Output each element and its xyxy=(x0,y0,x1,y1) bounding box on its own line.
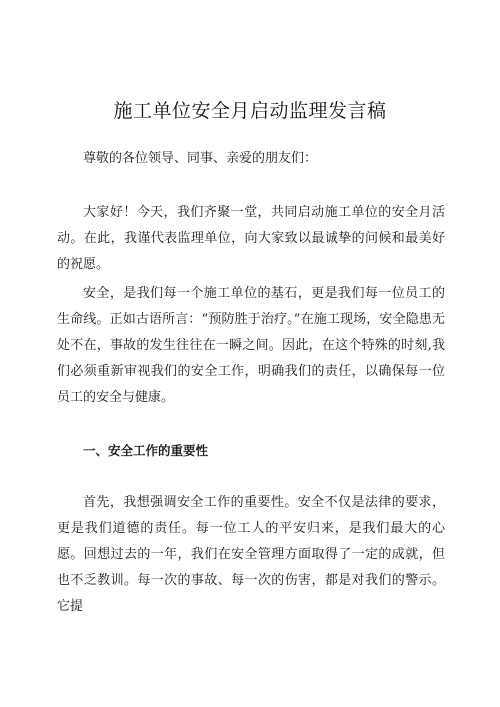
paragraph-greeting: 大家好！今天，我们齐聚一堂，共同启动施工单位的安全月活动。在此，我谨代表监理单位，向大家致以最诚挚的问候和最美好的祝愿。 xyxy=(57,205,445,272)
document-title: 施工单位安全月启动监理发言稿 xyxy=(113,100,387,122)
section-heading: 一、安全工作的重要性 xyxy=(83,443,209,458)
paragraph-importance: 首先，我想强调安全工作的重要性。安全不仅是法律的要求，更是我们道德的责任。每一位工人的平安归来，是我们最大的心愿。回想过去的一年，我们在安全管理方面取得了一定的成就，但也不乏教训。每一次的事故、每一次的伤害，都是对我们的警示。它提 xyxy=(57,495,445,614)
salutation: 尊敬的各位领导、同事、亲爱的朋友们： xyxy=(83,151,318,166)
paragraph-safety-foundation: 安全，是我们每一个施工单位的基石，更是我们每一位员工的生命线。正如古语所言：“预防胜于治疗。”在施工现场，安全隐患无处不在，事故的发生往往在一瞬之间。因此，在这个特殊的时刻,我们必须重新审视我们的安全工作，明确我们的责任，以确保每一位员工的安全与健康。 xyxy=(57,286,445,405)
